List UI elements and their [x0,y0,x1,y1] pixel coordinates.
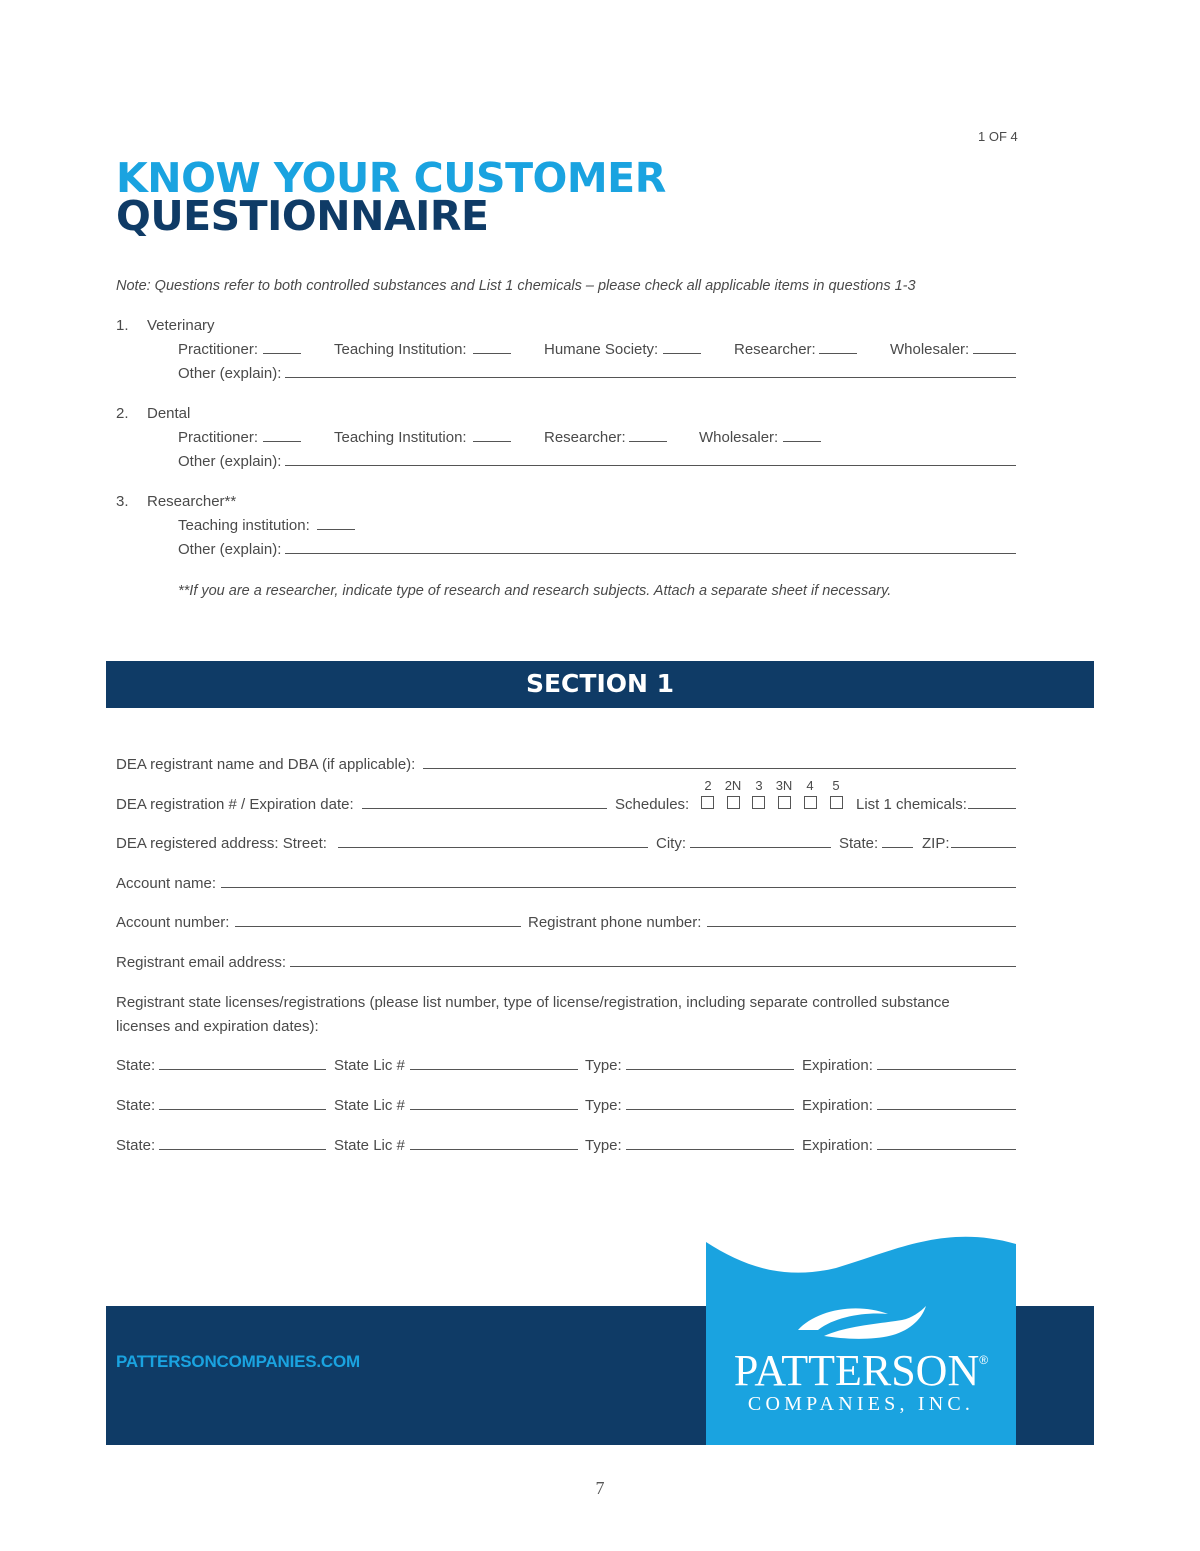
schedule-2n-checkbox[interactable] [727,796,740,809]
license-row-2-state-label: State: [116,1097,156,1114]
q2-wholesaler-label: Wholesaler: [699,429,779,446]
footer-website-link[interactable]: PATTERSONCOMPANIES.COM [116,1352,360,1371]
license-row-1-state-field[interactable] [159,1069,326,1070]
license-row-2-type-field[interactable] [626,1109,794,1110]
q1-wholesaler-field[interactable] [973,353,1016,354]
q3-other-field[interactable] [285,553,1016,554]
street-field[interactable] [338,847,648,848]
license-row-3-expiration-field[interactable] [877,1149,1016,1150]
logo-main-text: PATTERSON [733,1346,980,1395]
title-line-2: QUESTIONNAIRE [116,192,489,240]
phone-field[interactable] [707,926,1016,927]
list1-label: List 1 chemicals: [856,796,967,813]
license-row-3-expiration-label: Expiration: [802,1137,873,1154]
q2-teaching-label: Teaching Institution: [334,429,467,446]
schedules-label: Schedules: [615,796,690,813]
schedule-4-checkbox[interactable] [804,796,817,809]
logo-registered-mark: ® [979,1353,989,1367]
question-3-label: Researcher** [147,493,237,510]
question-3-number: 3. [116,493,129,510]
q1-wholesaler-label: Wholesaler: [890,341,970,358]
email-field[interactable] [290,966,1016,967]
licenses-note-line-1: Registrant state licenses/registrations (please list number, type of license/registration, including separate controlled substance [116,994,950,1011]
q1-other-field[interactable] [285,377,1016,378]
license-row-1-lic-label: State Lic # [334,1057,405,1074]
instruction-note: Note: Questions refer to both controlled substances and List 1 chemicals – please check all applicable items in questions 1-3 [116,278,916,294]
q1-other-label: Other (explain): [178,365,282,382]
q2-wholesaler-field[interactable] [783,441,821,442]
schedule-3n-label: 3N [775,778,793,793]
account-name-label: Account name: [116,875,217,892]
list1-field[interactable] [968,808,1016,809]
account-name-field[interactable] [221,887,1016,888]
page-indicator: 1 OF 4 [978,129,1018,144]
license-row-3-state-label: State: [116,1137,156,1154]
q2-teaching-field[interactable] [473,441,511,442]
schedule-3-label: 3 [755,778,763,793]
schedule-4-label: 4 [806,778,814,793]
license-row-1-type-field[interactable] [626,1069,794,1070]
license-row-1-type-label: Type: [585,1057,622,1074]
q1-researcher-label: Researcher: [734,341,816,358]
q1-teaching-label: Teaching Institution: [334,341,467,358]
city-label: City: [656,835,686,852]
license-row-2-lic-field[interactable] [410,1109,578,1110]
schedule-3n-checkbox[interactable] [778,796,791,809]
q2-other-label: Other (explain): [178,453,282,470]
question-1-number: 1. [116,317,129,334]
schedule-2-label: 2 [704,778,712,793]
q3-other-label: Other (explain): [178,541,282,558]
address-label: DEA registered address: Street: [116,835,327,852]
question-2-number: 2. [116,405,129,422]
state-label: State: [839,835,879,852]
question-1-label: Veterinary [147,317,215,334]
researcher-footnote: **If you are a researcher, indicate type of research and research subjects. Attach a separate sheet if necessary. [178,583,892,599]
schedule-5-label: 5 [832,778,840,793]
q1-practitioner-label: Practitioner: [178,341,259,358]
license-row-1-state-label: State: [116,1057,156,1074]
q2-practitioner-label: Practitioner: [178,429,259,446]
q1-researcher-field[interactable] [819,353,857,354]
license-row-3-lic-field[interactable] [410,1149,578,1150]
q1-humane-label: Humane Society: [544,341,659,358]
q2-researcher-label: Researcher: [544,429,626,446]
license-row-3-type-label: Type: [585,1137,622,1154]
zip-field[interactable] [951,847,1016,848]
page-number: 7 [595,1478,605,1498]
dea-name-field[interactable] [423,768,1016,769]
license-row-3-state-field[interactable] [159,1149,326,1150]
question-2-label: Dental [147,405,191,422]
section-1-header [106,661,1094,708]
q3-teaching-field[interactable] [317,529,355,530]
schedule-2n-label: 2N [724,778,742,793]
dea-name-label: DEA registrant name and DBA (if applicable): [116,756,416,773]
license-row-2-type-label: Type: [585,1097,622,1114]
q1-teaching-field[interactable] [473,353,511,354]
q1-practitioner-field[interactable] [263,353,301,354]
q2-researcher-field[interactable] [629,441,667,442]
q3-teaching-label: Teaching institution: [178,517,310,534]
license-row-1-lic-field[interactable] [410,1069,578,1070]
license-row-2-state-field[interactable] [159,1109,326,1110]
section-1-title: SECTION 1 [525,669,675,698]
state-field[interactable] [882,847,913,848]
account-number-label: Account number: [116,914,230,931]
title-line-1: KNOW YOUR CUSTOMER [116,154,666,202]
license-row-2-expiration-field[interactable] [877,1109,1016,1110]
phone-label: Registrant phone number: [528,914,702,931]
email-label: Registrant email address: [116,954,287,971]
license-row-3-type-field[interactable] [626,1149,794,1150]
licenses-note-line-2: licenses and expiration dates): [116,1018,319,1035]
logo-subtitle: COMPANIES, INC. [747,1393,975,1415]
schedule-2-checkbox[interactable] [701,796,714,809]
dea-registration-field[interactable] [362,808,607,809]
zip-label: ZIP: [922,835,950,852]
dea-registration-label: DEA registration # / Expiration date: [116,796,354,813]
logo-wordmark [706,1345,1016,1396]
license-row-2-lic-label: State Lic # [334,1097,405,1114]
city-field[interactable] [690,847,831,848]
license-row-3-lic-label: State Lic # [334,1137,405,1154]
q2-practitioner-field[interactable] [263,441,301,442]
q2-other-field[interactable] [285,465,1016,466]
q1-humane-field[interactable] [663,353,701,354]
schedule-3-checkbox[interactable] [752,796,765,809]
license-row-1-expiration-field[interactable] [877,1069,1016,1070]
account-number-field[interactable] [235,926,521,927]
license-row-1-expiration-label: Expiration: [802,1057,873,1074]
license-row-2-expiration-label: Expiration: [802,1097,873,1114]
schedule-5-checkbox[interactable] [830,796,843,809]
